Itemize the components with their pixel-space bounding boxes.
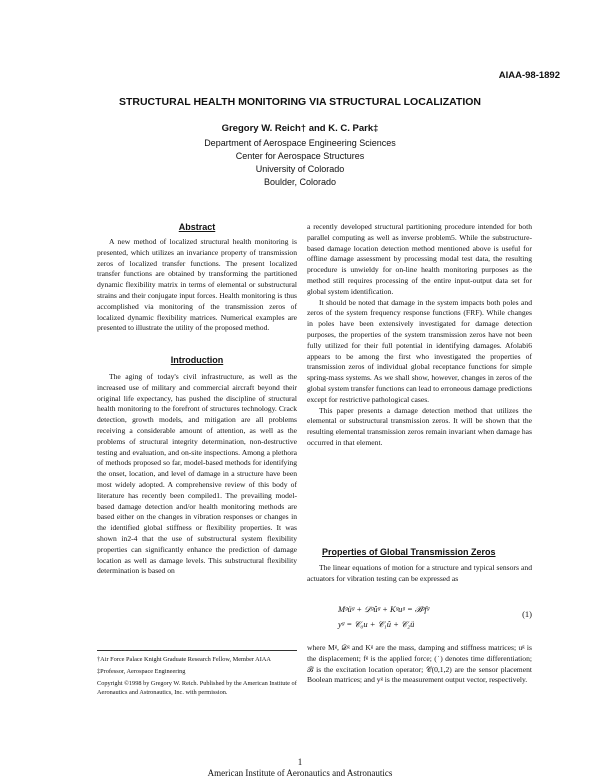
footnote-2: ‡Professor, Aerospace Engineering bbox=[97, 668, 186, 675]
properties-heading: Properties of Global Transmission Zeros bbox=[322, 547, 496, 557]
footnotes bbox=[97, 655, 297, 700]
affiliation-university: University of Colorado bbox=[255, 164, 345, 174]
right-paragraph-3: This paper presents a damage detection method that utilizes the elemental or substructural transmission zeros. It will be shown that the resulting elemental transmission zeros remain invariant when damage has occurred in that element. bbox=[307, 405, 532, 447]
equation-line-2: yᵍ = 𝒞₀u + 𝒞₁û + 𝒞₂ü bbox=[338, 619, 415, 629]
introduction-text: The aging of today's civil infrastructure, as well as the increased use of military and commercial aircraft beyond their original life expectancy, has pushed the discipline of structural health monitoring to the forefront of structures technology. Crack detection, growth models, and mitigation are all problems receiving a considerable amount of attention, as well as the problems of structural integrity determination, non-destructive testing and evaluation, and on-site inspections. Among a plethora of methods proposed so far, model-based methods for identifying the onset, location, and level of damage in a structure have been most widely adopted. A comprehensive review of this body of literature has recently been compiled1. The prevailing model-based damage detection and/or health monitoring methods are based either on the changes in vibration responses or changes in the identified global stiffness or flexibility properties. It was shown in2-4 that the use of substructural system flexibility properties can significantly enhance the prediction of damage location as well as damage levels. This substructural flexibility determination is based on bbox=[97, 372, 297, 576]
footnote-rule bbox=[97, 650, 297, 651]
equation-content bbox=[338, 602, 429, 632]
affiliation-center: Center for Aerospace Structures bbox=[235, 151, 365, 161]
equation-1 bbox=[320, 600, 532, 640]
equation-line-1: Mᵍüᵍ + 𝒟ᵍûᵍ + Kᵍuᵍ = ℬᵍfᵍ bbox=[338, 604, 430, 614]
equation-number: (1) bbox=[522, 609, 532, 619]
equation-description-text: where Mᵍ, 𝒟ᵍ and Kᵍ are the mass, damping and stiffness matrices; uᵍ is the displacement; fᵍ is the applied force; (˙) denotes time differentiation; ℬ is the excitation location operator; 𝒞(0,1,2) are the sensor placement Boolean matrices; and yᵍ is the measurement output vector, respectively. bbox=[307, 643, 532, 685]
paper-title: STRUCTURAL HEALTH MONITORING VIA STRUCTURAL LOCALIZATION bbox=[118, 96, 482, 108]
report-id: AIAA-98-1892 bbox=[498, 70, 560, 81]
properties-intro bbox=[307, 563, 532, 585]
authors: Gregory W. Reich† and K. C. Park‡ bbox=[221, 123, 379, 134]
abstract-text: A new method of localized structural health monitoring is presented, which utilizes an invariance property of transmission zeros of localized transfer functions. The present localized transfer functions are obtained by transforming the partitioned dynamic flexibility matrix in terms of elemental or substructural strains and their conjugate input forces. Health monitoring is thus accomplished via monitoring of the transmission zeros of localized dynamic flexibility matrices. Numerical examples are presented to illustrate the utility of the proposed method. bbox=[97, 237, 297, 333]
right-paragraph-1: a recently developed structural partitioning procedure intended for both parallel computing as well as inverse problem5. While the substructure-based damage location detection method mentioned above is useful for offline damage assessment by processing modal test data, the resulting procedure is unwieldy for on-line health monitoring purposes as the method still requires processing of the entire input-output data set for global system identification. bbox=[307, 222, 532, 296]
page-number: 1 bbox=[297, 757, 303, 767]
introduction-body bbox=[97, 372, 297, 577]
publisher-line: American Institute of Aeronautics and Astronautics bbox=[207, 768, 393, 778]
affiliation-location: Boulder, Colorado bbox=[263, 177, 337, 187]
equation-description bbox=[307, 643, 532, 686]
properties-intro-text: The linear equations of motion for a structure and typical sensors and actuators for vibration testing can be expressed as bbox=[307, 563, 532, 583]
affiliation-department: Department of Aerospace Engineering Sciences bbox=[204, 138, 396, 148]
copyright-notice: Copyright ©1998 by Gregory W. Reich. Published by the American Institute of Aeronautics and Astronautics, Inc. with permission. bbox=[97, 680, 297, 696]
introduction-heading: Introduction bbox=[170, 355, 224, 365]
footnote-1: †Air Force Palace Knight Graduate Research Fellow, Member AIAA bbox=[97, 656, 271, 663]
right-paragraph-2: It should be noted that damage in the system impacts both poles and zeros of the system frequency response functions (FRF). While changes in poles have been extensively investigated for damage detection purposes, the properties of the system transmission zeros have not been fully utilized for their full potential in identifying damages. Afolabi6 appears to be among the first who investigated the properties of transmission zeros of individual global receptance functions for simple spring-mass systems. As we shall show, however, changes in zeros of the global system transfer functions can lead to erroneous damage predictions except for restrictive pathological cases. bbox=[307, 297, 532, 404]
abstract-heading: Abstract bbox=[178, 222, 216, 232]
right-column-body bbox=[307, 222, 532, 449]
abstract-body bbox=[97, 237, 297, 334]
